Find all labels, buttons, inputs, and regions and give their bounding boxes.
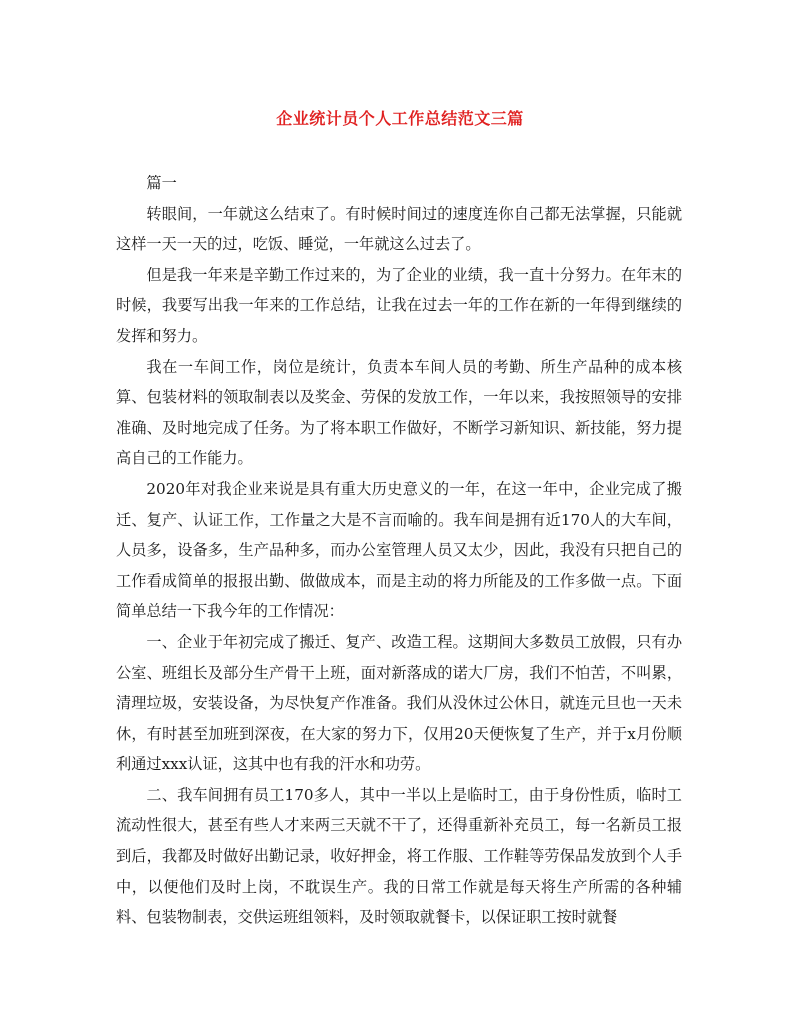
paragraph-5: 一、企业于年初完成了搬迁、复产、改造工程。这期间大多数员工放假，只有办公室、班组长及部分生产骨干上班，面对新落成的诺大厂房，我们不怕苦，不叫累，清理垃圾，安装设备，为尽快复产作准备。我们从没休过公休日，就连元旦也一天未休，有时甚至加班到深夜，在大家的努力下，仅用20天便恢复了生产，并于x月份顺利通过xxx认证，这其中也有我的汗水和功劳。 xyxy=(116,632,682,774)
document-body xyxy=(116,168,682,933)
section-label: 篇一 xyxy=(146,174,177,192)
document-title: 企业统计员个人工作总结范文三篇 xyxy=(276,109,524,128)
paragraph-4: 2020年对我企业来说是具有重大历史意义的一年，在这一年中，企业完成了搬迁、复产、认证工作，工作量之大是不言而喻的。我车间是拥有近170人的大车间，人员多，设备多，生产品种多，而办公室管理人员又太少，因此，我没有只把自己的工作看成简单的报报出勤、做做成本，而是主动的将力所能及的工作多做一点。下面简单总结一下我今年的工作情况： xyxy=(116,479,682,621)
paragraph-6: 二、我车间拥有员工170多人，其中一半以上是临时工，由于身份性质，临时工流动性很大，甚至有些人才来两三天就不干了，还得重新补充员工，每一名新员工报到后，我都及时做好出勤记录，收好押金，将工作服、工作鞋等劳保品发放到个人手中，以便他们及时上岗，不耽误生产。我的日常工作就是每天将生产所需的各种辅料、包装物制表，交供运班组领料，及时领取就餐卡，以保证职工按时就餐 xyxy=(116,785,682,927)
paragraph-2: 但是我一年来是辛勤工作过来的，为了企业的业绩，我一直十分努力。在年末的时候，我要写出我一年来的工作总结，让我在过去一年的工作在新的一年得到继续的发挥和努力。 xyxy=(116,265,682,345)
paragraph-3: 我在一车间工作，岗位是统计，负责本车间人员的考勤、所生产品种的成本核算、包装材料的领取制表以及奖金、劳保的发放工作，一年以来，我按照领导的安排准确、及时地完成了任务。为了将本职工作做好，不断学习新知识、新技能，努力提高自己的工作能力。 xyxy=(116,357,682,468)
paragraph-1: 转眼间，一年就这么结束了。有时候时间过的速度连你自己都无法掌握，只能就这样一天一天的过，吃饭、睡觉，一年就这么过去了。 xyxy=(116,204,682,254)
